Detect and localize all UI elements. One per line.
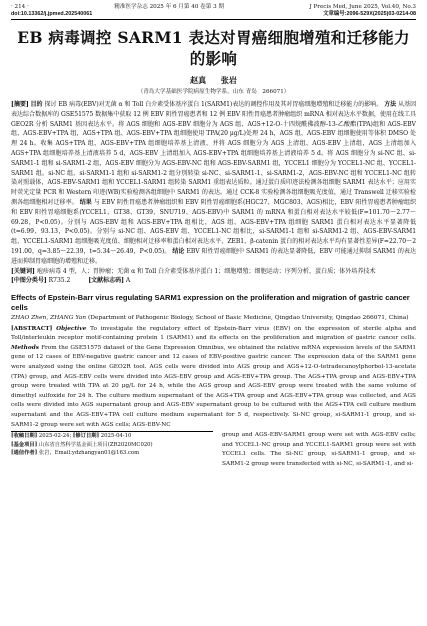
header-rule xyxy=(11,19,416,20)
doc-code-value: A xyxy=(125,277,131,285)
revised-date: 2025-04-10 xyxy=(100,433,132,440)
methods-en-label: Methods xyxy=(11,344,39,351)
revised-label: [修订日期] xyxy=(72,433,100,440)
objective-text: 探讨 EB 病毒(EBV)对无菌 α 和 Toll 白介素受体基序蛋白 1(SARM1)表达的调控作用及其对胃癌细胞增殖和迁移能力的影响。 xyxy=(44,101,383,108)
abstract-en xyxy=(11,325,416,431)
doi-line xyxy=(11,11,416,18)
journal-name-en: J Precis Med, June 2025, Vol.40, No.3 xyxy=(309,4,416,10)
author-1: 赵真 xyxy=(190,75,207,85)
footnote-column xyxy=(11,431,213,469)
abstract-en-label: [ABSTRACT] xyxy=(11,325,53,332)
abstract-cn xyxy=(11,100,416,267)
abstract-label: [摘要] xyxy=(11,101,29,108)
corr-text: 张岩，Email:ydzhangyan01@163.com xyxy=(38,450,140,457)
authors-affiliation-en xyxy=(11,314,416,323)
abstract-en-continued: group and AGS-EBV-SARM1 group were set with AGS-EBV cells; and YCCEL1-NC group and YCCEL1-SARM1 group were set with YCCEL1 cells. The Si-NC group, si-SARM1-1 group, and si-SARM1-2 group were transfected with si-NC, si-SARM1-1, and si- xyxy=(222,432,416,467)
page-number: · 214 · xyxy=(11,4,29,10)
affiliation: （青岛大学基础医学院病原生物学系，山东 青岛 266071） xyxy=(137,89,290,95)
clc-label: [中图分类号] xyxy=(11,277,47,285)
conclusion-text: EBV 阳性胃癌细胞中 SARM1 的表达显著降低，EBV 可能通过抑制 SARM1 的表达进而抑制胃癌细胞的增殖和迁移。 xyxy=(11,247,416,265)
corr-label: [通信作者] xyxy=(11,450,38,457)
keywords-cn xyxy=(11,267,416,277)
received-date: 2025-02-24 xyxy=(38,433,70,440)
keywords-text: 疱疹病毒 4 型，人；胃肿瘤；无菌 α 和 Toll 白介素受体基序蛋白 1；细胞增殖；细胞运动；序列分析，蛋白质；体外培养技术 xyxy=(36,267,376,275)
results-text: 与 EBV 阴性胃癌患者肿瘤组织和 EBV 阴性胃癌细胞系(HGC27、MGC803、AGS)相比，EBV 阳性胃癌患者肿瘤组织和 EBV 阳性胃癌细胞系(YCCEL1、GT38、GT39、SNU719、AGS-EBV)中 SARM1 的 mRNA 和蛋白相对表达水平较低(F=101.70～2.77～69.28，P<0.05)。分别与 AGS-EBV 组和 AGS-EBV+TPA 组相比，AGS 组、AGS-EBV+TPA 组细胞 SARM1 蛋白相对表达水平显著降低(t=6.99、93.13，P<0.05)。分别与 si-NC 组、AGS-EBV 组、YCCEL1-NC 组相比，si-SARM1-1 组和 si-SARM1-2 组、AGS-EBV-SARM1 组、YCCEL1-SARM1 组细胞吸光度值、细胞相对迁移率和蛋白相对表达水平、ZEB1、β-catenin 蛋白的相对表达水平均有显著性差异(F=22.70～2 191.00，q=3.85～22.39，t=5.34～26.49，P<0.05)。 xyxy=(11,198,417,255)
authors-en: ZHAO Zhen, ZHANG Yan xyxy=(11,314,87,321)
fund-label: [基金项目] xyxy=(11,441,38,448)
running-header xyxy=(11,4,416,11)
article-number: 文章编号:2096-529X(2025)03-0214-08 xyxy=(323,11,416,17)
article-title: EB 病毒调控 SARM1 表达对胃癌细胞增殖和迁移能力的影响 xyxy=(17,28,410,68)
methods-en-text: From the GSE51575 dataset of the Gene Expression Omnibus, we obtained the relative mRNA expression levels of the SARM1 gene of 12 cases of EBV-negative gastric cancer and 12 cases of EBV-positive gastric cancer. The expression data of the SARM1 gene were analyzed using the online GEO2R tool. AGS cells were divided into AGS group and AGS+12-O-tetradecanoylphorbol-13-acetate (TPA) group, and AGS-EBV cells were divided into AGS-EBV group and AGS-EBV+TPA group. The AGS+TPA group and AGS-EBV+TPA group were treated with TPA at 20 μg/L for 24 h, while the AGS group and AGS-EBV group were treated with the same volume of dimethyl sulfoxide for 24 h. The culture medium supernatant of the AGS+TPA group and AGS-EBV+TPA group was collected, and AGS cells were divided into AGS supernatant group and AGS-EBV supernatant group to be cultured with the AGS+TPA cell culture medium supernatant and the AGS-EBV+TPA cell culture medium supernatant for 5 d, respectively. Si-NC group, si-SARM1-1 group, and si-SARM1-2 group were set with AGS cells; AGS-EBV-NC xyxy=(11,344,417,428)
methods-label: 方法 xyxy=(384,101,397,108)
methods-text: 从基因表达综合数据库的 GSE51575 数据集中获取 12 例 EBV 阴性胃癌患者和 12 例 EBV 阳性胃癌患者肿瘤组织 mRNA 相对表达水平数据，使用在线工具 GEO2R 分析 SARM1 基因表达水平。将 AGS 细胞和 AGS-EBV 细胞分为 AGS 组、AGS+12-O-十四烷酰佛波醇-13-乙酸酯(TPA)组和 AGS-EBV 组、AGS-EBV+TPA 组，AGS+TPA 组、AGS-EBV+TPA 组细胞使用 TPA(20 μg/L)处理 24 h，AGS 组、AGS-EBV 组细胞使用等体积 DMSO 处理 24 h。收集 AGS+TPA 组、AGS-EBV+TPA 组细胞培养基上清液，并将 AGS 细胞分为 AGS 上清组、AGS-EBV 上清组，AGS 上清组加入 AGS+TPA 组细胞培养基上清液培养 5 d，AGS-EBV 上清组加入 AGS-EBV+TPA 组细胞培养基上清液培养 5 d。将 AGS 细胞分为 si-NC 组、si-SARM1-1 组和 si-SARM1-2 组，AGS-EBV 细胞分为 AGS-EBV-NC 组和 AGS-EBV-SARM1 组，YCCEL1 细胞分为 YCCEL1-NC 组、YCCEL1-SARM1 组。si-NC 组、si-SARM1-1 组和 si-SARM1-2 组分别转染 si-NC、si-SARM1-1、si-SARM1-2，AGS-EBV-NC 组和 YCCEL1-NC 组转染对照载体，AGS-EBV-SARM1 组和 YCCEL1-SARM1 组转染 SARM1 重组表达质粒。通过蛋白质印迹法检测各组细胞 SARM1 表达水平；应用实时荧光定量 PCR 和 Western 印迹(WB)实验检测各组细胞中 SARM1 的表达。通过 CCK-8 实验检测各组细胞吸光度值，通过 Transwell 迁移实验检测各组细胞相对迁移率。 xyxy=(11,101,417,206)
doc-code-label: [文献标志码] xyxy=(88,277,124,285)
correspondence-line xyxy=(11,449,213,458)
authors xyxy=(11,75,416,85)
affiliation-en: (Department of Pathogenic Biology, School of Basic Medicine, Qingdao University, Qingdao 266071, China) xyxy=(87,314,409,321)
article-title-en: Effects of Epstein-Barr virus regulating SARM1 expression on the proliferation and migration of gastric cancer cells xyxy=(11,292,410,313)
clc-value: R735.2 xyxy=(48,277,71,285)
objective-label: 目的 xyxy=(30,101,43,108)
conclusion-label: 结论 xyxy=(172,247,185,255)
fund-text: 山东省自然科学基金面上项目(ZR2020MC020) xyxy=(38,441,153,448)
classification-row xyxy=(11,276,416,286)
keywords-label: [关键词] xyxy=(11,267,35,275)
journal-name-cn: 精准医学杂志 2025 年 6 月第 40 卷第 3 期 xyxy=(114,4,225,10)
received-label: [收稿日期] xyxy=(11,433,38,440)
doi: doi:10.13362/j.jpmed.202540061 xyxy=(11,11,93,17)
objective-en-text: To investigate the regulatory effect of Epstein-Barr virus (EBV) on the expression of sterile alpha and Toll/interleukin receptor motif-containing protein 1 (SARM1) and its effects on the proliferation and migration of gastric cancer cells. xyxy=(11,325,417,342)
results-label: 结果 xyxy=(79,198,92,206)
author-2: 张岩 xyxy=(220,75,237,85)
lower-columns xyxy=(11,431,416,469)
fund-line xyxy=(11,441,213,450)
dates-line: [收稿日期] 2025-02-24; [修订日期] 2025-04-10 xyxy=(11,433,132,440)
objective-en-label: Objective xyxy=(56,325,87,332)
